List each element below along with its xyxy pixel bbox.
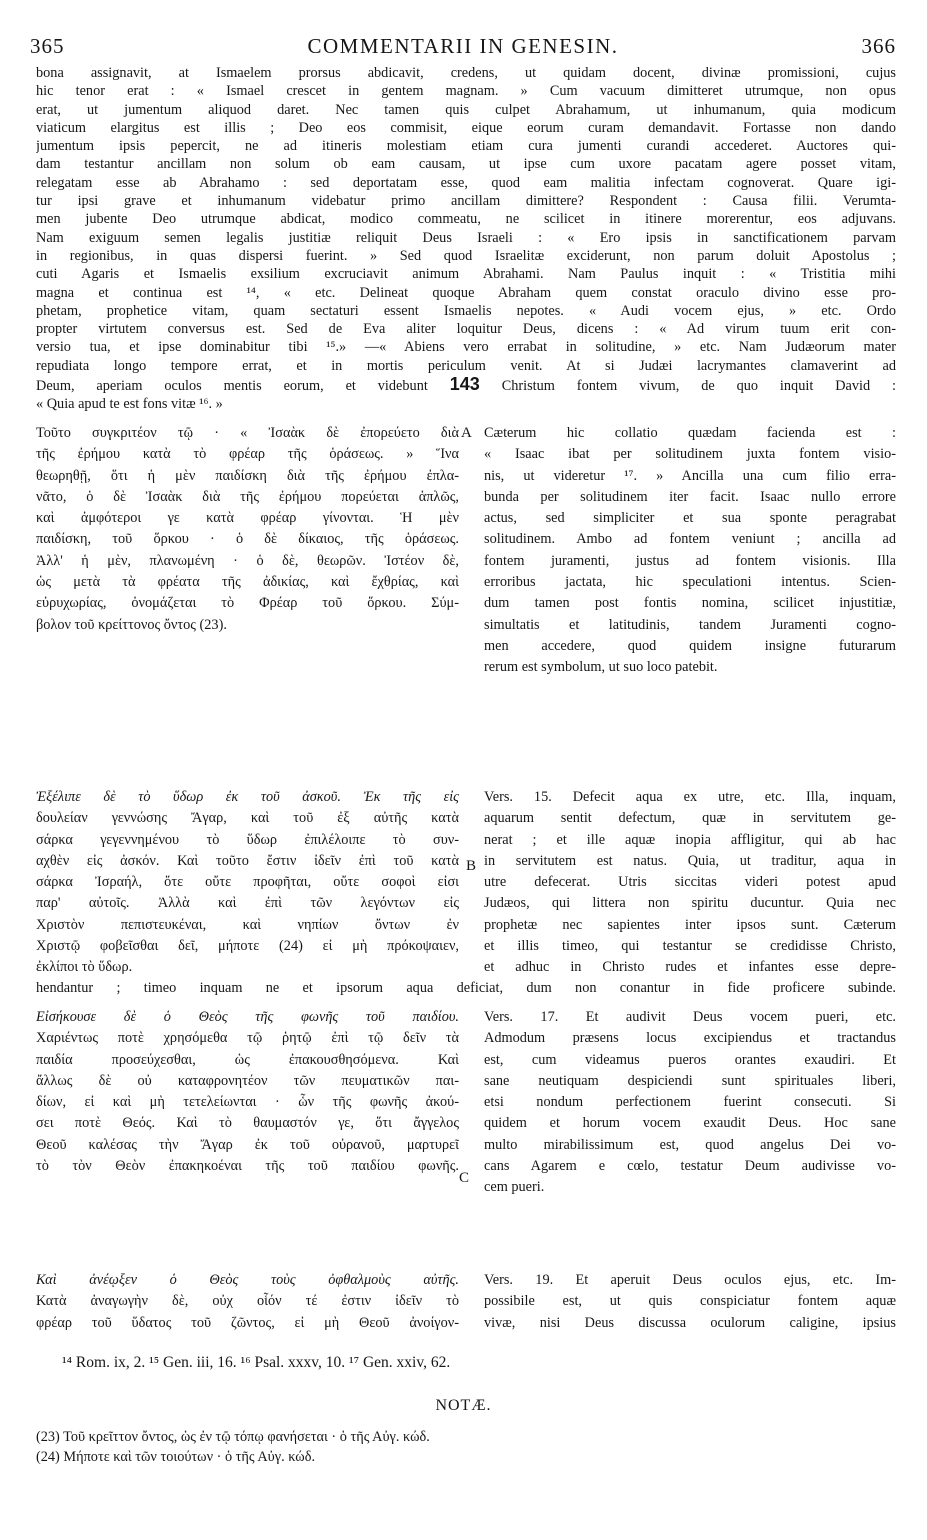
latin-line: dum tamen post fontis nomina, scilicet injustitiæ, — [484, 595, 896, 612]
greek-line: Ἀλλ' ἡ μὲν, πλανωμένη · ὁ δὲ, θεωρῶν. Ἰστέον δὲ, — [36, 552, 459, 569]
greek-line: ὡς μετὰ τὰ φρέατα τῆς ἀδικίας, καὶ ἔχθρίας, καὶ — [36, 574, 459, 591]
greek-column-b — [36, 787, 459, 979]
latin-column-b — [484, 787, 896, 979]
greek-line: νᾶτο, ὁ δὲ Ἰσαὰκ διὰ τῆς ἐρήμου πορεύεται ἁπλῶς, — [36, 488, 459, 505]
column-reference-143: 143 — [449, 375, 480, 394]
latin-line: cans Agarem e cœlo, testatur Deum audivisse vo- — [484, 1158, 896, 1175]
intro-line-18-text-a: Deum, aperiam oculos mentis eorum, et videbunt — [36, 378, 428, 394]
greek-line: βολον τοῦ κρείττονος ὄντος (23). — [36, 616, 227, 633]
intro-line: magna et continua est ¹⁴, « etc. Delineat quoque Abraham quem constat oraculo divino esse pro- — [36, 284, 896, 301]
greek-line: ἐκλίποι τὸ ὕδωρ. — [36, 959, 133, 976]
latin-column-a — [484, 423, 896, 679]
latin-line: et adhuc in Christo rudes et infantes esse depre- — [484, 959, 896, 976]
latin-line: etsi nondum perfectionem fuerint consecuti. Si — [484, 1094, 896, 1111]
latin-line: et illis timeo, qui testantur se credidisse Christo, — [484, 938, 896, 955]
latin-line: nis, ut videretur ¹⁷. » Ancilla una cum filio erra- — [484, 467, 896, 484]
intro-line: propter virtutem conversus est. Sed de Eva aliter loquitur Deus, dicens : « Ad virum tuum erit con- — [36, 321, 896, 338]
greek-line: Ἐξέλιπε δὲ τὸ ὕδωρ ἐκ τοῦ ἀσκοῦ. Ἐκ τῆς εἰς — [36, 789, 459, 805]
latin-line: aquarum sentit defectum, quæ in servitutem ge- — [484, 810, 896, 827]
greek-column-a — [36, 423, 459, 636]
intro-line: bona assignavit, at Ismaelem prorsus abdicavit, credens, ut quidam docent, divinæ promissioni, cujus — [36, 65, 896, 81]
intro-line: in regionibus, in quas dispersi fuerint. » Sed quod Israelitæ exciderunt, non parum doluit Apostolus ; — [36, 247, 896, 264]
notes-block — [36, 1427, 430, 1467]
intro-line: cuti Agaris et Ismaelis exsilium excruciavit animum Abrahami. Nam Paulus inquit : « Tristitia mihi — [36, 266, 896, 283]
margin-marker-a: A — [461, 425, 472, 441]
note-line: (24) Μήποτε καὶ τῶν τοιούτων · ὁ τῆς Αὐγ. κώδ. — [36, 1449, 316, 1465]
intro-paragraph — [36, 64, 896, 375]
greek-line: ἄλλως δὲ οὐ καταφρονητέον τῶν πευματικῶν παι- — [36, 1072, 459, 1089]
greek-line: σάρκα Ἰσραήλ, ὅτε οὔτε προφῆται, οὔτε σοφοὶ εἰσι — [36, 874, 459, 891]
intro-line: repudiata longo tempore errat, et in mortis periculum venit. At si Judæi lacrymantes clamaverint ad — [36, 357, 896, 374]
latin-line: Cæterum hic collatio quædam facienda est : — [484, 425, 896, 441]
latin-line: quidem et horum vocem exaudit Deus. Hoc sane — [484, 1115, 896, 1132]
intro-line: tur ipsi grave et inhumanum videbatur primo ancillam dimittere? Respondent : Causa filii. Verumta- — [36, 193, 896, 210]
latin-line: fontem juramenti, justus ad fontem visionis. Illa — [484, 552, 896, 569]
intro-line: Nam exiguum semen legalis justitiæ reliquit Deus Israeli : « Ero ipsis in sanctificationem parvam — [36, 229, 896, 246]
latin-line: erroribus jactata, hic speculationi intentus. Scien- — [484, 574, 896, 591]
latin-line: sane neutiquam despiciendi sunt spirituales liberi, — [484, 1072, 896, 1089]
greek-line: Χαριέντως ποτὲ χρησόμεθα τῷ ῥητῷ ἐπὶ τῷ δεῖν τὰ — [36, 1030, 459, 1047]
intro-line: viaticum elargitus est illis ; Deo eos commisit, eique eorum curam demandavit. Fortasse non dando — [36, 119, 896, 136]
latin-line: prophetæ nec sapientes inter ipsos sunt. Cæterum — [484, 916, 896, 933]
greek-line: εὐρυχωρίας, ὀνομάζεται τὸ Φρέαρ τοῦ ὅρκου. Σύμ- — [36, 595, 459, 612]
margin-marker-b: B — [466, 858, 477, 874]
running-title: COMMENTARII IN GENESIN. — [307, 34, 619, 58]
latin-line: multo mirabilissimum est, quod angelus Dei vo- — [484, 1136, 896, 1153]
greek-column-c — [36, 1007, 459, 1177]
greek-line: Χριστὸν πεπιστευκέναι, καὶ νηπίων ὄντων ἐν — [36, 916, 459, 933]
latin-line: in servitutem est natus. Quia, ut traditur, aqua in — [484, 852, 896, 869]
intro-line: phetam, prophetice vitam, quam sectaturi essent Ismaelis nepotes. « Audi vocem ejus, » etc. Ordo — [36, 302, 896, 319]
latin-line: rerum est symbolum, ut suo loco patebit. — [484, 659, 718, 676]
greek-column-d — [36, 1270, 459, 1334]
greek-line: τῆς ἐρήμου κατὰ τὸ φρέαρ τῆς ὁράσεως. » Ἵνα — [36, 446, 459, 463]
greek-line: Τοῦτο συγκριτέον τῷ · « Ἰσαὰκ δὲ ἐπορεύετο διὰ — [36, 425, 459, 441]
greek-line: Θεοῦ καλέσας τὴν Ἄγαρ ἐκ τοῦ οὐρανοῦ, μαρτυρεῖ — [36, 1136, 459, 1153]
greek-line: παρ' αὐτοῖς. Ἀλλὰ καὶ ἐπὶ τῶν λεγόντων εἰς — [36, 895, 459, 912]
intro-line-19-text: « Quia apud te est fons vitæ ¹⁶. » — [36, 396, 223, 412]
page-number-left: 365 — [30, 34, 65, 58]
page-header — [30, 34, 896, 62]
latin-line: « Isaac ibat per solitudinem juxta fontem visio- — [484, 446, 896, 463]
greek-line: φρέαρ τοῦ ὕδατος τοῦ ζῶντος, εἰ μὴ Θεοῦ ἀνοίγον- — [36, 1314, 459, 1331]
intro-line-18 — [36, 375, 896, 393]
latin-line: nerat ; et ille aquæ inopia affligitur, qui ab hac — [484, 831, 896, 848]
intro-line: jumentum ipsis pepercit, ne ad itineris molestiam etiam cura jumenti curandi accederet. Auctores qui- — [36, 138, 896, 155]
note-line: (23) Τοῦ κρεῖττον ὄντος, ὡς ἐν τῷ τόπῳ φανήσεται · ὁ τῆς Αὐγ. κώδ. — [36, 1429, 430, 1445]
intro-line: men jubente Deo utrumque abdicat, modico commeatu, ne scilicet in itinere morerentur, eos adjuvans. — [36, 211, 896, 228]
intro-line: versio tua, et ipse dominabitur tibi ¹⁵.» —« Abiens vero errabat in solitudine, » etc. Nam Judæorum mater — [36, 339, 896, 356]
latin-line: bunda per solitudinem iter facit. Isaac nullo errore — [484, 488, 896, 505]
greek-line: τὸ τὸν Θεὸν ἐπακηκοέναι τῆς τοῦ παιδίου φωνῆς. — [36, 1158, 459, 1175]
greek-line: σάρκα γεγεννημένου τὸ ὕδωρ ἐπιλέλοιπε τὸ συν- — [36, 831, 459, 848]
greek-line: καὶ ἀμφότεροι γε κατὰ φρέαρ γίνονται. Ἡ μὲν — [36, 510, 459, 527]
intro-line: dam testantur ancillam non solum ob eam causam, ut ipse cum uxore pacatam agere posset vitam, — [36, 156, 896, 173]
footnotes: ¹⁴ Rom. ix, 2. ¹⁵ Gen. iii, 16. ¹⁶ Psal. xxxv, 10. ¹⁷ Gen. xxiv, 62. — [62, 1354, 451, 1371]
greek-line: Εἰσήκουσε δὲ ὁ Θεὸς τῆς φωνῆς τοῦ παιδίου. — [36, 1009, 459, 1025]
margin-marker-c: C — [459, 1170, 470, 1186]
greek-line: αχθὲν εἰς ἀσκόν. Καὶ τοῦτο ἔστιν ἰδεῖν ἐπὶ τοῦ κατὰ — [36, 852, 459, 869]
greek-line: δίων, εἰ καὶ μὴ τετελείωνται · ὧν τῆς φωνῆς ἀκού- — [36, 1094, 459, 1111]
intro-line-18-text-b: Christum fontem vivum, de quo inquit David : — [501, 378, 896, 394]
latin-column-d — [484, 1270, 896, 1334]
latin-line: est, cum videamus pueros orantes exaudiri. Et — [484, 1051, 896, 1068]
page-number-right: 366 — [861, 34, 896, 58]
greek-line: Καὶ ἀνέῳξεν ὁ Θεὸς τοὺς ὀφθαλμοὺς αὐτῆς. — [36, 1272, 459, 1288]
greek-line: σει ποτὲ Θεός. Καὶ τὸ θαυμαστόν γε, ὅτι ἄγγελος — [36, 1115, 459, 1132]
greek-line: παιδία προσεύχεσθαι, ὡς ἐπακουσθησόμενα. Καὶ — [36, 1051, 459, 1068]
greek-line: Χριστῷ φοβεῖσθαι δεῖ, μήποτε (24) εἰ μὴ πρόκοψαιεν, — [36, 938, 459, 955]
latin-line: men accedere, quod quidem insigne futurarum — [484, 637, 896, 654]
intro-line: erat, ut jumentum aliquod daret. Nec tamen quis culpet Abrahamum, ut inhumanum, quia modicum — [36, 101, 896, 118]
full-width-line — [36, 978, 896, 998]
latin-line: solitudinem. Ambo ad fontem veniunt ; ancilla ad — [484, 531, 896, 548]
intro-line: hic tenor erat : « Ismael crescet in gentem magnam. » Cum vacuum dimitteret utrumque, non opus — [36, 83, 896, 100]
latin-line: cem pueri. — [484, 1179, 545, 1196]
latin-line: utre defecerat. Utris siccitas videri potest apud — [484, 874, 896, 891]
latin-line: possibile est, ut quis conspiciatur fontem aquæ — [484, 1293, 896, 1310]
notae-heading: NOTÆ. — [435, 1397, 492, 1414]
greek-line: Κατὰ ἀναγωγὴν δὲ, οὐχ οἷόν τέ ἐστιν ἰδεῖν τὸ — [36, 1293, 459, 1310]
intro-line: relegatam esse ab Abrahamo : sed deportatam esse, quod eam malitia infectam cognoverat. Quare igi- — [36, 174, 896, 191]
greek-line: θεωρηθῇ, ὅτι ἡ μὲν παιδίσκη διὰ τῆς ἐρήμου ἐπλα- — [36, 467, 459, 484]
greek-line: παιδίσκη, τοῦ ὅρκου · ὁ δὲ δίκαιος, τῆς ὁράσεως. — [36, 531, 459, 548]
full-width-line-text: hendantur ; timeo inquam ne et ipsorum aqua deficiat, dum non conantur in fide proficere subinde. — [36, 980, 896, 996]
latin-line: Admodum præsens locus excipiendus et tractandus — [484, 1030, 896, 1047]
latin-line: actus, sed simpliciter et sua sponte peragrabat — [484, 510, 896, 527]
latin-column-c — [484, 1007, 896, 1199]
latin-line: Vers. 15. Defecit aqua ex utre, etc. Illa, inquam, — [484, 789, 896, 805]
latin-line: Judæos, qui littera non spiritu ducuntur. Quia nec — [484, 895, 896, 912]
latin-line: Vers. 17. Et audivit Deus vocem pueri, etc. — [484, 1009, 896, 1025]
latin-line: simultatis et latitudinis, tandem Juramenti cogno- — [484, 616, 896, 633]
intro-line-19 — [36, 395, 896, 413]
latin-line: Vers. 19. Et aperuit Deus oculos ejus, etc. Im- — [484, 1272, 896, 1288]
latin-line: vivæ, nisi Deus discussa oculorum caligine, ipsius — [484, 1314, 896, 1331]
greek-line: δουλείαν γεννώσης Ἄγαρ, καὶ τοῦ ἐξ αὐτῆς κατὰ — [36, 810, 459, 827]
